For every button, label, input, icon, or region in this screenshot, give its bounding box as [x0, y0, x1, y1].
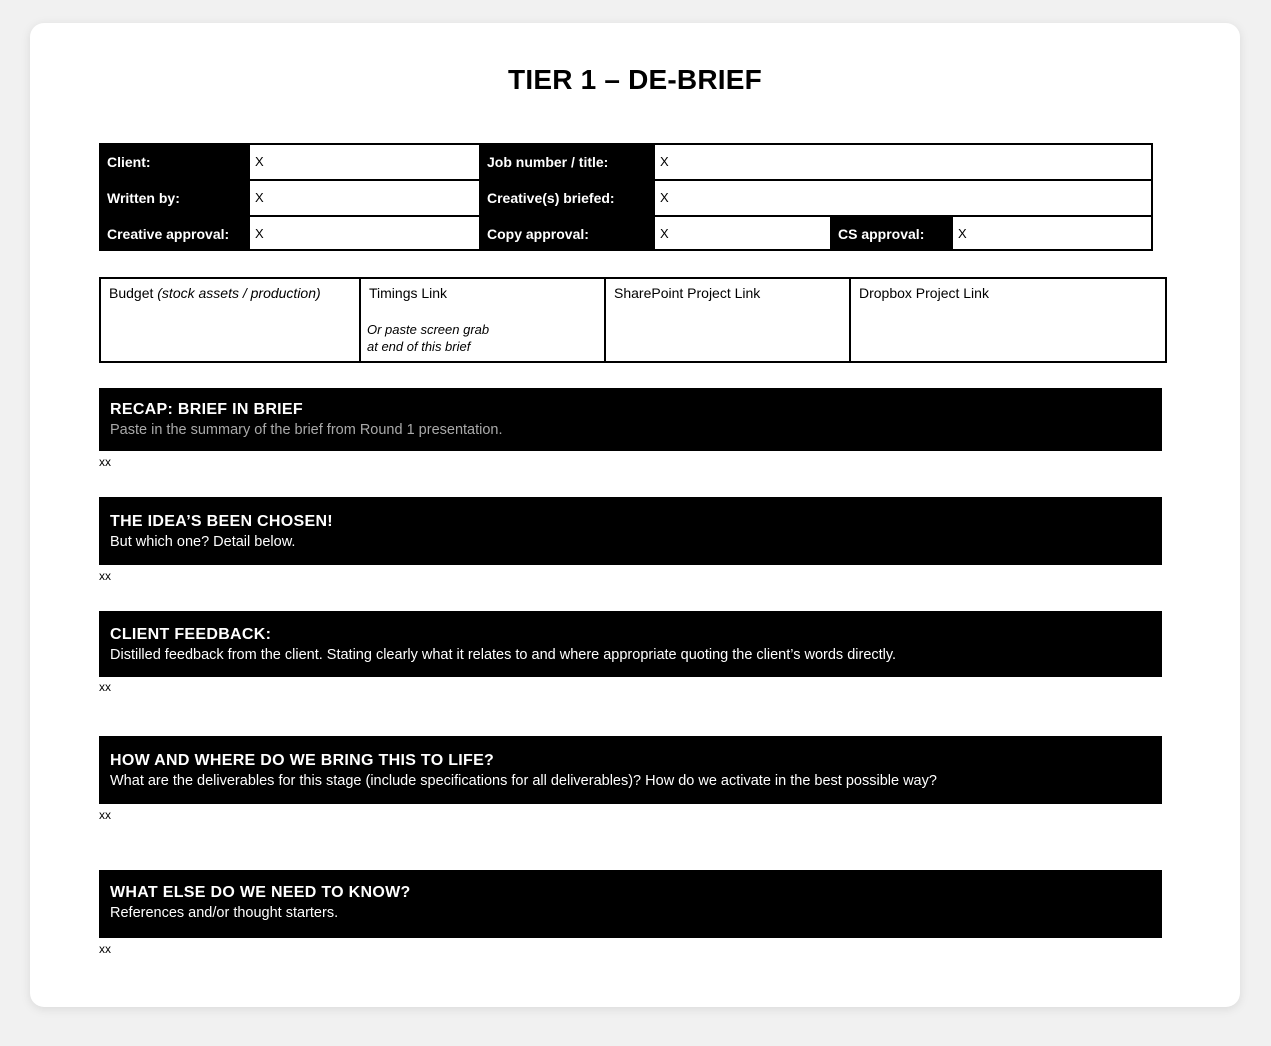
budget-cell[interactable]	[101, 279, 359, 361]
section-content[interactable]: xx	[99, 808, 111, 822]
client-field[interactable]: X	[250, 145, 479, 179]
section-subtitle: References and/or thought starters.	[110, 905, 339, 921]
section-heading: RECAP: BRIEF IN BRIEF	[110, 401, 303, 418]
budget-label: Budget	[109, 285, 154, 301]
section-content[interactable]: xx	[99, 569, 111, 583]
cs-approval-label: CS approval:	[832, 217, 951, 249]
client-label: Client:	[101, 145, 248, 179]
creatives-briefed-label: Creative(s) briefed:	[481, 181, 653, 215]
sharepoint-link-label: SharePoint Project Link	[614, 285, 761, 301]
written-by-field[interactable]: X	[250, 181, 479, 215]
timings-note-line-2: at end of this brief	[367, 339, 471, 354]
creatives-briefed-field[interactable]: X	[655, 181, 1151, 215]
section-bring-to-life-header	[99, 736, 1162, 804]
budget-note: (stock assets / production)	[157, 285, 321, 301]
timings-link-cell[interactable]	[359, 279, 604, 361]
project-links-table	[99, 277, 1167, 363]
timings-link-label: Timings Link	[369, 285, 448, 301]
dropbox-link-cell[interactable]	[849, 279, 1165, 361]
copy-approval-label: Copy approval:	[481, 217, 653, 249]
creative-approval-label: Creative approval:	[101, 217, 248, 249]
section-subtitle: What are the deliverables for this stage (include specifications for all deliverables)? How do we activate in the best possible way?	[110, 773, 937, 789]
dropbox-link-label: Dropbox Project Link	[859, 285, 989, 301]
cs-approval-field[interactable]: X	[953, 217, 1151, 249]
sharepoint-link-cell[interactable]	[604, 279, 849, 361]
section-what-else-header	[99, 870, 1162, 938]
section-idea-chosen-header	[99, 497, 1162, 565]
section-content[interactable]: xx	[99, 942, 111, 956]
section-content[interactable]: xx	[99, 455, 111, 469]
section-heading: WHAT ELSE DO WE NEED TO KNOW?	[110, 884, 411, 901]
timings-note-line-1: Or paste screen grab	[367, 322, 490, 337]
section-recap-header	[99, 388, 1162, 451]
page-title: TIER 1 – DE-BRIEF	[508, 64, 762, 95]
section-subtitle: But which one? Detail below.	[110, 534, 296, 550]
written-by-label: Written by:	[101, 181, 248, 215]
brief-info-table	[99, 143, 1153, 251]
copy-approval-field[interactable]: X	[655, 217, 830, 249]
section-client-feedback-header	[99, 611, 1162, 677]
section-subtitle: Distilled feedback from the client. Stating clearly what it relates to and where appropriate quoting the client’s words directly.	[110, 647, 897, 663]
section-heading: CLIENT FEEDBACK:	[110, 626, 272, 643]
section-content[interactable]: xx	[99, 680, 111, 694]
creative-approval-field[interactable]: X	[250, 217, 479, 249]
job-number-label: Job number / title:	[481, 145, 653, 179]
job-number-field[interactable]: X	[655, 145, 1151, 179]
section-subtitle: Paste in the summary of the brief from Round 1 presentation.	[110, 422, 503, 438]
section-heading: THE IDEA’S BEEN CHOSEN!	[110, 513, 333, 530]
section-heading: HOW AND WHERE DO WE BRING THIS TO LIFE?	[110, 752, 495, 769]
